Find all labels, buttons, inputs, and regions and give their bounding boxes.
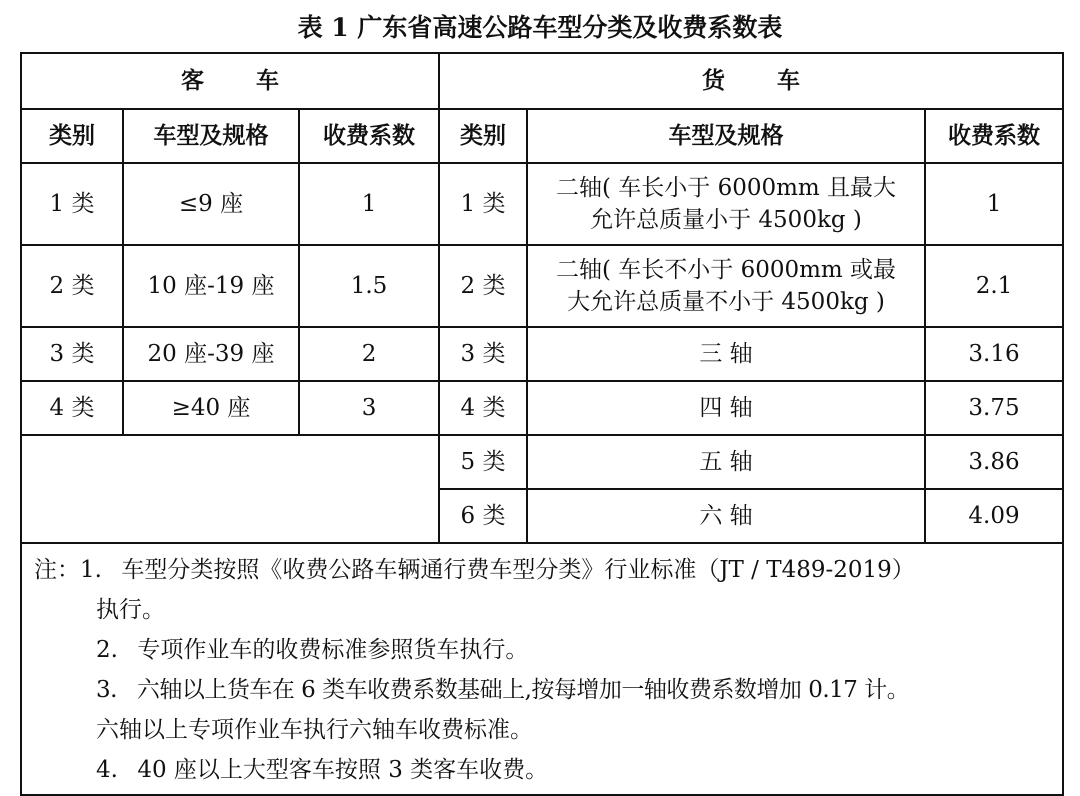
passenger-coef: 3 <box>299 381 439 435</box>
truck-coef-header: 收费系数 <box>925 109 1063 163</box>
truck-class: 1 类 <box>439 163 527 245</box>
passenger-spec-header: 车型及规格 <box>123 109 299 163</box>
table-row <box>21 381 1063 435</box>
fee-coefficient-table <box>20 52 1064 796</box>
truck-spec-line: 二轴( 车长小于 6000mm 且最大 <box>555 175 897 201</box>
note-3-continued: 六轴以上专项作业车执行六轴车收费标准。 <box>96 717 533 743</box>
truck-class: 4 类 <box>439 381 527 435</box>
passenger-coef: 1.5 <box>299 245 439 327</box>
note-number: 4. <box>96 757 118 783</box>
truck-coef: 3.16 <box>925 327 1063 381</box>
notes-row <box>21 543 1063 795</box>
truck-spec <box>527 245 925 327</box>
note-text: 40 座以上大型客车按照 3 类客车收费。 <box>137 757 549 783</box>
truck-coef: 3.86 <box>925 435 1063 489</box>
truck-class: 2 类 <box>439 245 527 327</box>
truck-coef: 3.75 <box>925 381 1063 435</box>
table-row <box>21 327 1063 381</box>
notes-cell <box>21 543 1063 795</box>
truck-coef: 2.1 <box>925 245 1063 327</box>
truck-class: 3 类 <box>439 327 527 381</box>
note-1-continued: 执行。 <box>96 597 165 623</box>
note-text: 专项作业车的收费标准参照货车执行。 <box>137 637 529 663</box>
passenger-spec: 20 座-39 座 <box>123 327 299 381</box>
truck-spec: 五 轴 <box>527 435 925 489</box>
note-4 <box>34 750 1054 790</box>
truck-spec-line: 二轴( 车长不小于 6000mm 或最 <box>555 257 897 283</box>
truck-class: 6 类 <box>439 489 527 543</box>
passenger-spec: ≤9 座 <box>123 163 299 245</box>
group-header-row <box>21 53 1063 109</box>
passenger-coef: 1 <box>299 163 439 245</box>
note-number: 3. <box>96 677 117 703</box>
truck-spec: 六 轴 <box>527 489 925 543</box>
truck-spec <box>527 163 925 245</box>
passenger-class: 4 类 <box>21 381 123 435</box>
truck-class: 5 类 <box>439 435 527 489</box>
passenger-class: 3 类 <box>21 327 123 381</box>
truck-coef: 4.09 <box>925 489 1063 543</box>
truck-spec: 四 轴 <box>527 381 925 435</box>
truck-spec-line: 允许总质量小于 4500kg ) <box>590 207 862 233</box>
note-text: 六轴以上货车在 6 类车收费系数基础上,按每增加一轴收费系数增加 0.17 计。 <box>136 677 910 703</box>
note-1 <box>34 550 1054 590</box>
truck-class-header: 类别 <box>439 109 527 163</box>
note-text: 车型分类按照《收费公路车辆通行费车型分类》行业标准（JT / T489-2019） <box>121 557 915 583</box>
note-3 <box>34 670 1054 710</box>
table-title: 表 1 广东省高速公路车型分类及收费系数表 <box>297 13 783 42</box>
table-row <box>21 245 1063 327</box>
truck-spec: 三 轴 <box>527 327 925 381</box>
truck-group-header: 货 车 <box>439 53 1063 109</box>
passenger-group-header: 客 车 <box>21 53 439 109</box>
note-number: 1. <box>80 557 102 583</box>
truck-coef: 1 <box>925 163 1063 245</box>
note-2 <box>34 630 1054 670</box>
note-number: 2. <box>96 637 118 663</box>
column-header-row <box>21 109 1063 163</box>
passenger-class-header: 类别 <box>21 109 123 163</box>
table-row <box>21 163 1063 245</box>
passenger-class: 1 类 <box>21 163 123 245</box>
passenger-class: 2 类 <box>21 245 123 327</box>
passenger-coef-header: 收费系数 <box>299 109 439 163</box>
truck-spec-header: 车型及规格 <box>527 109 925 163</box>
passenger-spec: 10 座-19 座 <box>123 245 299 327</box>
passenger-spec: ≥40 座 <box>123 381 299 435</box>
truck-spec-line: 大允许总质量不小于 4500kg ) <box>567 289 885 315</box>
empty-passenger-cell <box>21 435 439 543</box>
passenger-coef: 2 <box>299 327 439 381</box>
table-row <box>21 435 1063 489</box>
notes-prefix: 注： <box>34 557 80 583</box>
